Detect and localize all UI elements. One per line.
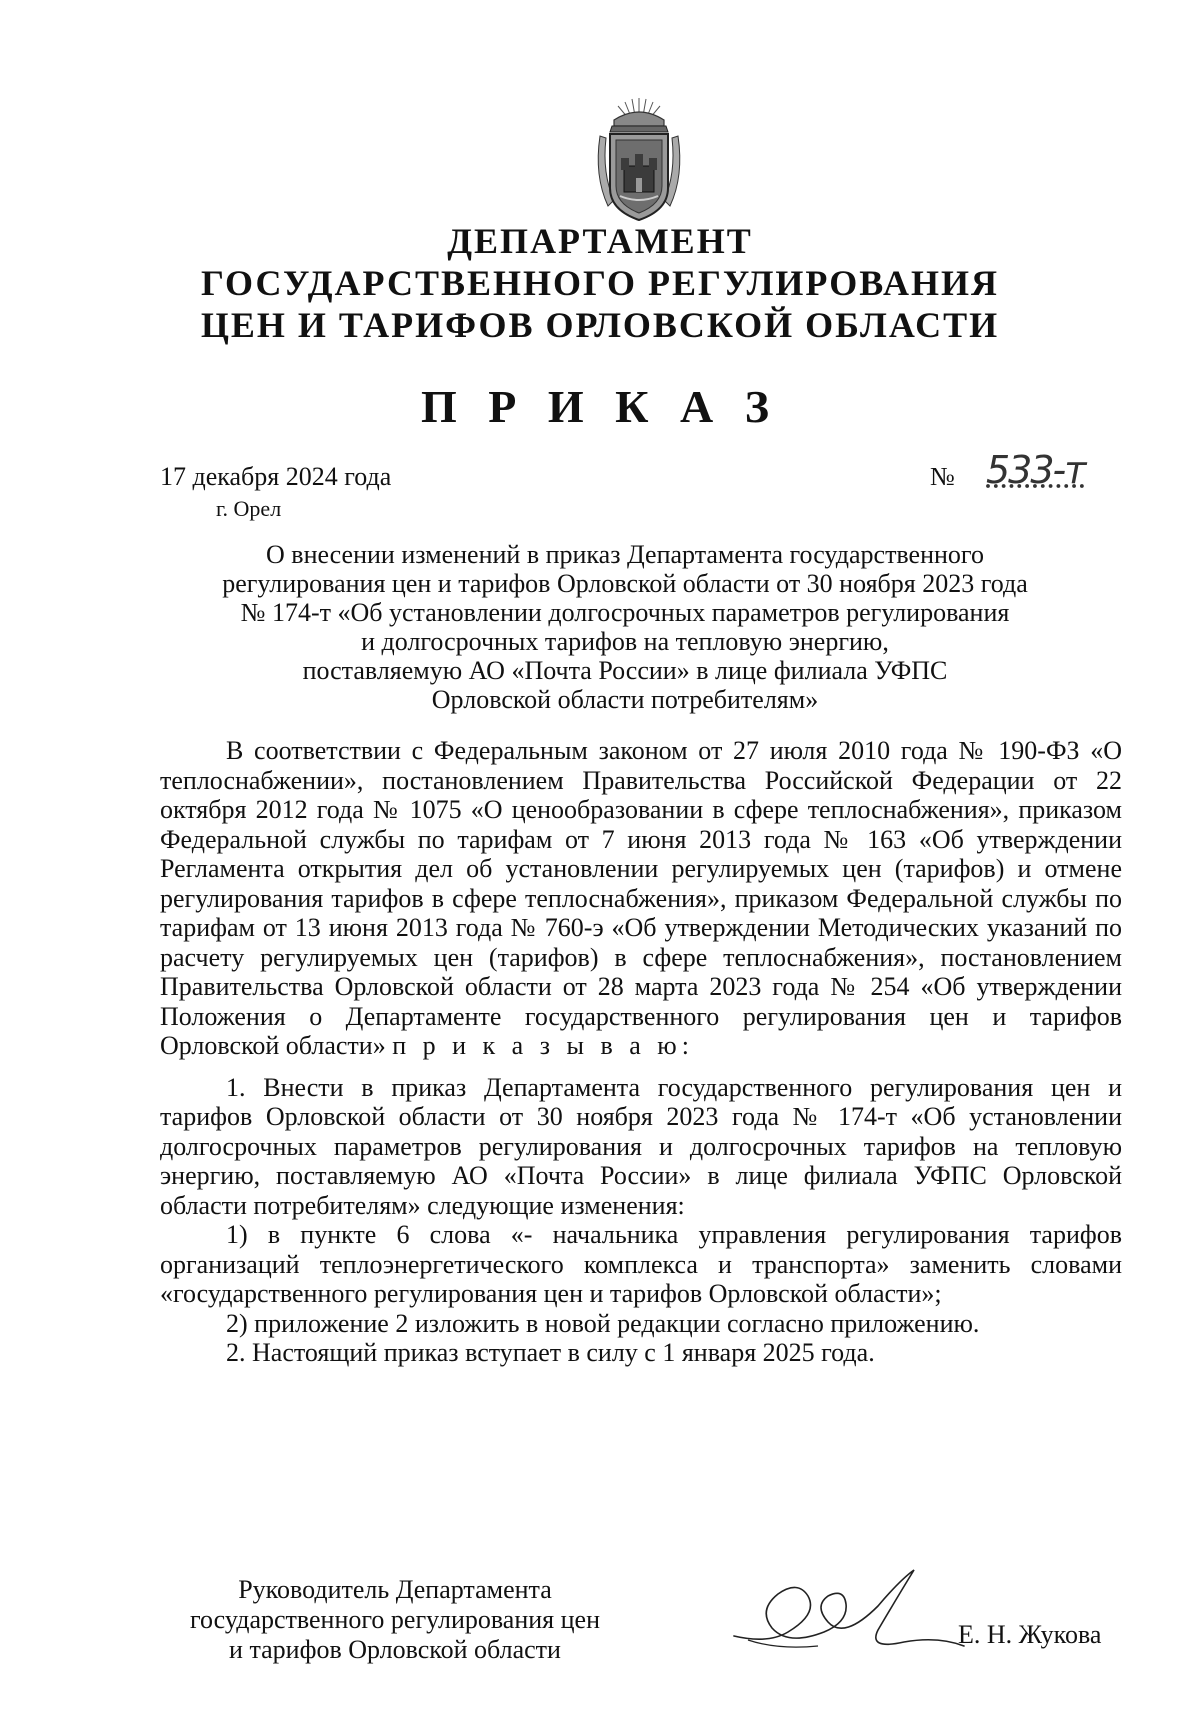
order-item-1: 1. Внести в приказ Департамента государственного регулирования цен и тарифов Орловской области от 30 ноября 2023 года № 174-т «Об установлении долгосрочных параметров регулирования и долгосрочных тарифов на тепловую энергию, поставляемую АО «Почта России» в лице филиала УФПС Орловской области потребителям» следующие изменения: bbox=[160, 1072, 1122, 1220]
order-item-1-subitem-1: 1) в пункте 6 слова «- начальника управления регулирования тарифов организаций теплоэнергетического комплекса и транспорта» заменить словами «государственного регулирования цен и тарифов Орловской области»; bbox=[160, 1220, 1122, 1308]
subject-line: регулирования цен и тарифов Орловской области от 30 ноября 2023 года bbox=[222, 569, 1028, 598]
order-body bbox=[160, 736, 1122, 1368]
preamble-text: В соответствии с Федеральным законом от 27 июля 2010 года № 190-ФЗ «О теплоснабжении», постановлением Правительства Российской Федерации от 22 октября 2012 года № 1075 «О ценообразовании в сфере теплоснабжения», приказом Федеральной службы по тарифам от 7 июня 2013 года № 163 «Об утверждении Регламента открытия дел об установлении регулируемых цен (тарифов) и отмене регулирования тарифов в сфере теплоснабжения», приказом Федеральной службы по тарифам от 13 июня 2013 года № 760-э «Об утверждении Методических указаний по расчету регулируемых цен (тарифов) в сфере теплоснабжения», постановлением Правительства Орловской области от 28 марта 2023 года № 254 «Об утверждении Положения о Департаменте государственного регулирования цен и тарифов Орловской области» bbox=[160, 736, 1122, 1060]
department-name-line-1: ДЕПАРТАМЕНТ bbox=[447, 221, 753, 261]
order-number-label: № bbox=[930, 462, 955, 491]
department-name-line-2: ГОСУДАРСТВЕННОГО РЕГУЛИРОВАНИЯ bbox=[201, 263, 999, 303]
subject-line: № 174-т «Об установлении долгосрочных параметров регулирования bbox=[240, 598, 1010, 627]
coat-of-arms-icon bbox=[592, 96, 686, 224]
subject-line: Орловской области потребителям» bbox=[431, 685, 819, 714]
order-date: 17 декабря 2024 года bbox=[160, 462, 392, 491]
order-city: г. Орел bbox=[216, 496, 282, 521]
signatory-title-line: и тарифов Орловской области bbox=[229, 1635, 561, 1664]
order-item-2: 2. Настоящий приказ вступает в силу с 1 января 2025 года. bbox=[226, 1338, 875, 1367]
preamble-paragraph bbox=[160, 736, 1122, 1061]
order-number-handwritten: 533-т bbox=[986, 448, 1085, 492]
subject-line: О внесении изменений в приказ Департамента государственного bbox=[266, 540, 984, 569]
signatory-name: Е. Н. Жукова bbox=[958, 1620, 1102, 1649]
handwritten-signature-icon bbox=[728, 1566, 990, 1666]
order-word: п р и к а з ы в а ю: bbox=[392, 1031, 694, 1060]
subject-line: поставляемую АО «Почта России» в лице филиала УФПС bbox=[302, 656, 948, 685]
order-item-1-subitem-2: 2) приложение 2 изложить в новой редакции согласно приложению. bbox=[226, 1308, 980, 1338]
signatory-title-line: государственного регулирования цен bbox=[190, 1605, 600, 1634]
signatory-title-line: Руководитель Департамента bbox=[238, 1575, 552, 1604]
signatory-title bbox=[160, 1575, 630, 1665]
document-type-title: П Р И К А З bbox=[420, 381, 779, 432]
subject-line: и долгосрочных тарифов на тепловую энергию, bbox=[361, 627, 889, 656]
department-name-line-3: ЦЕН И ТАРИФОВ ОРЛОВСКОЙ ОБЛАСТИ bbox=[200, 305, 1000, 345]
order-subject bbox=[160, 540, 1090, 714]
